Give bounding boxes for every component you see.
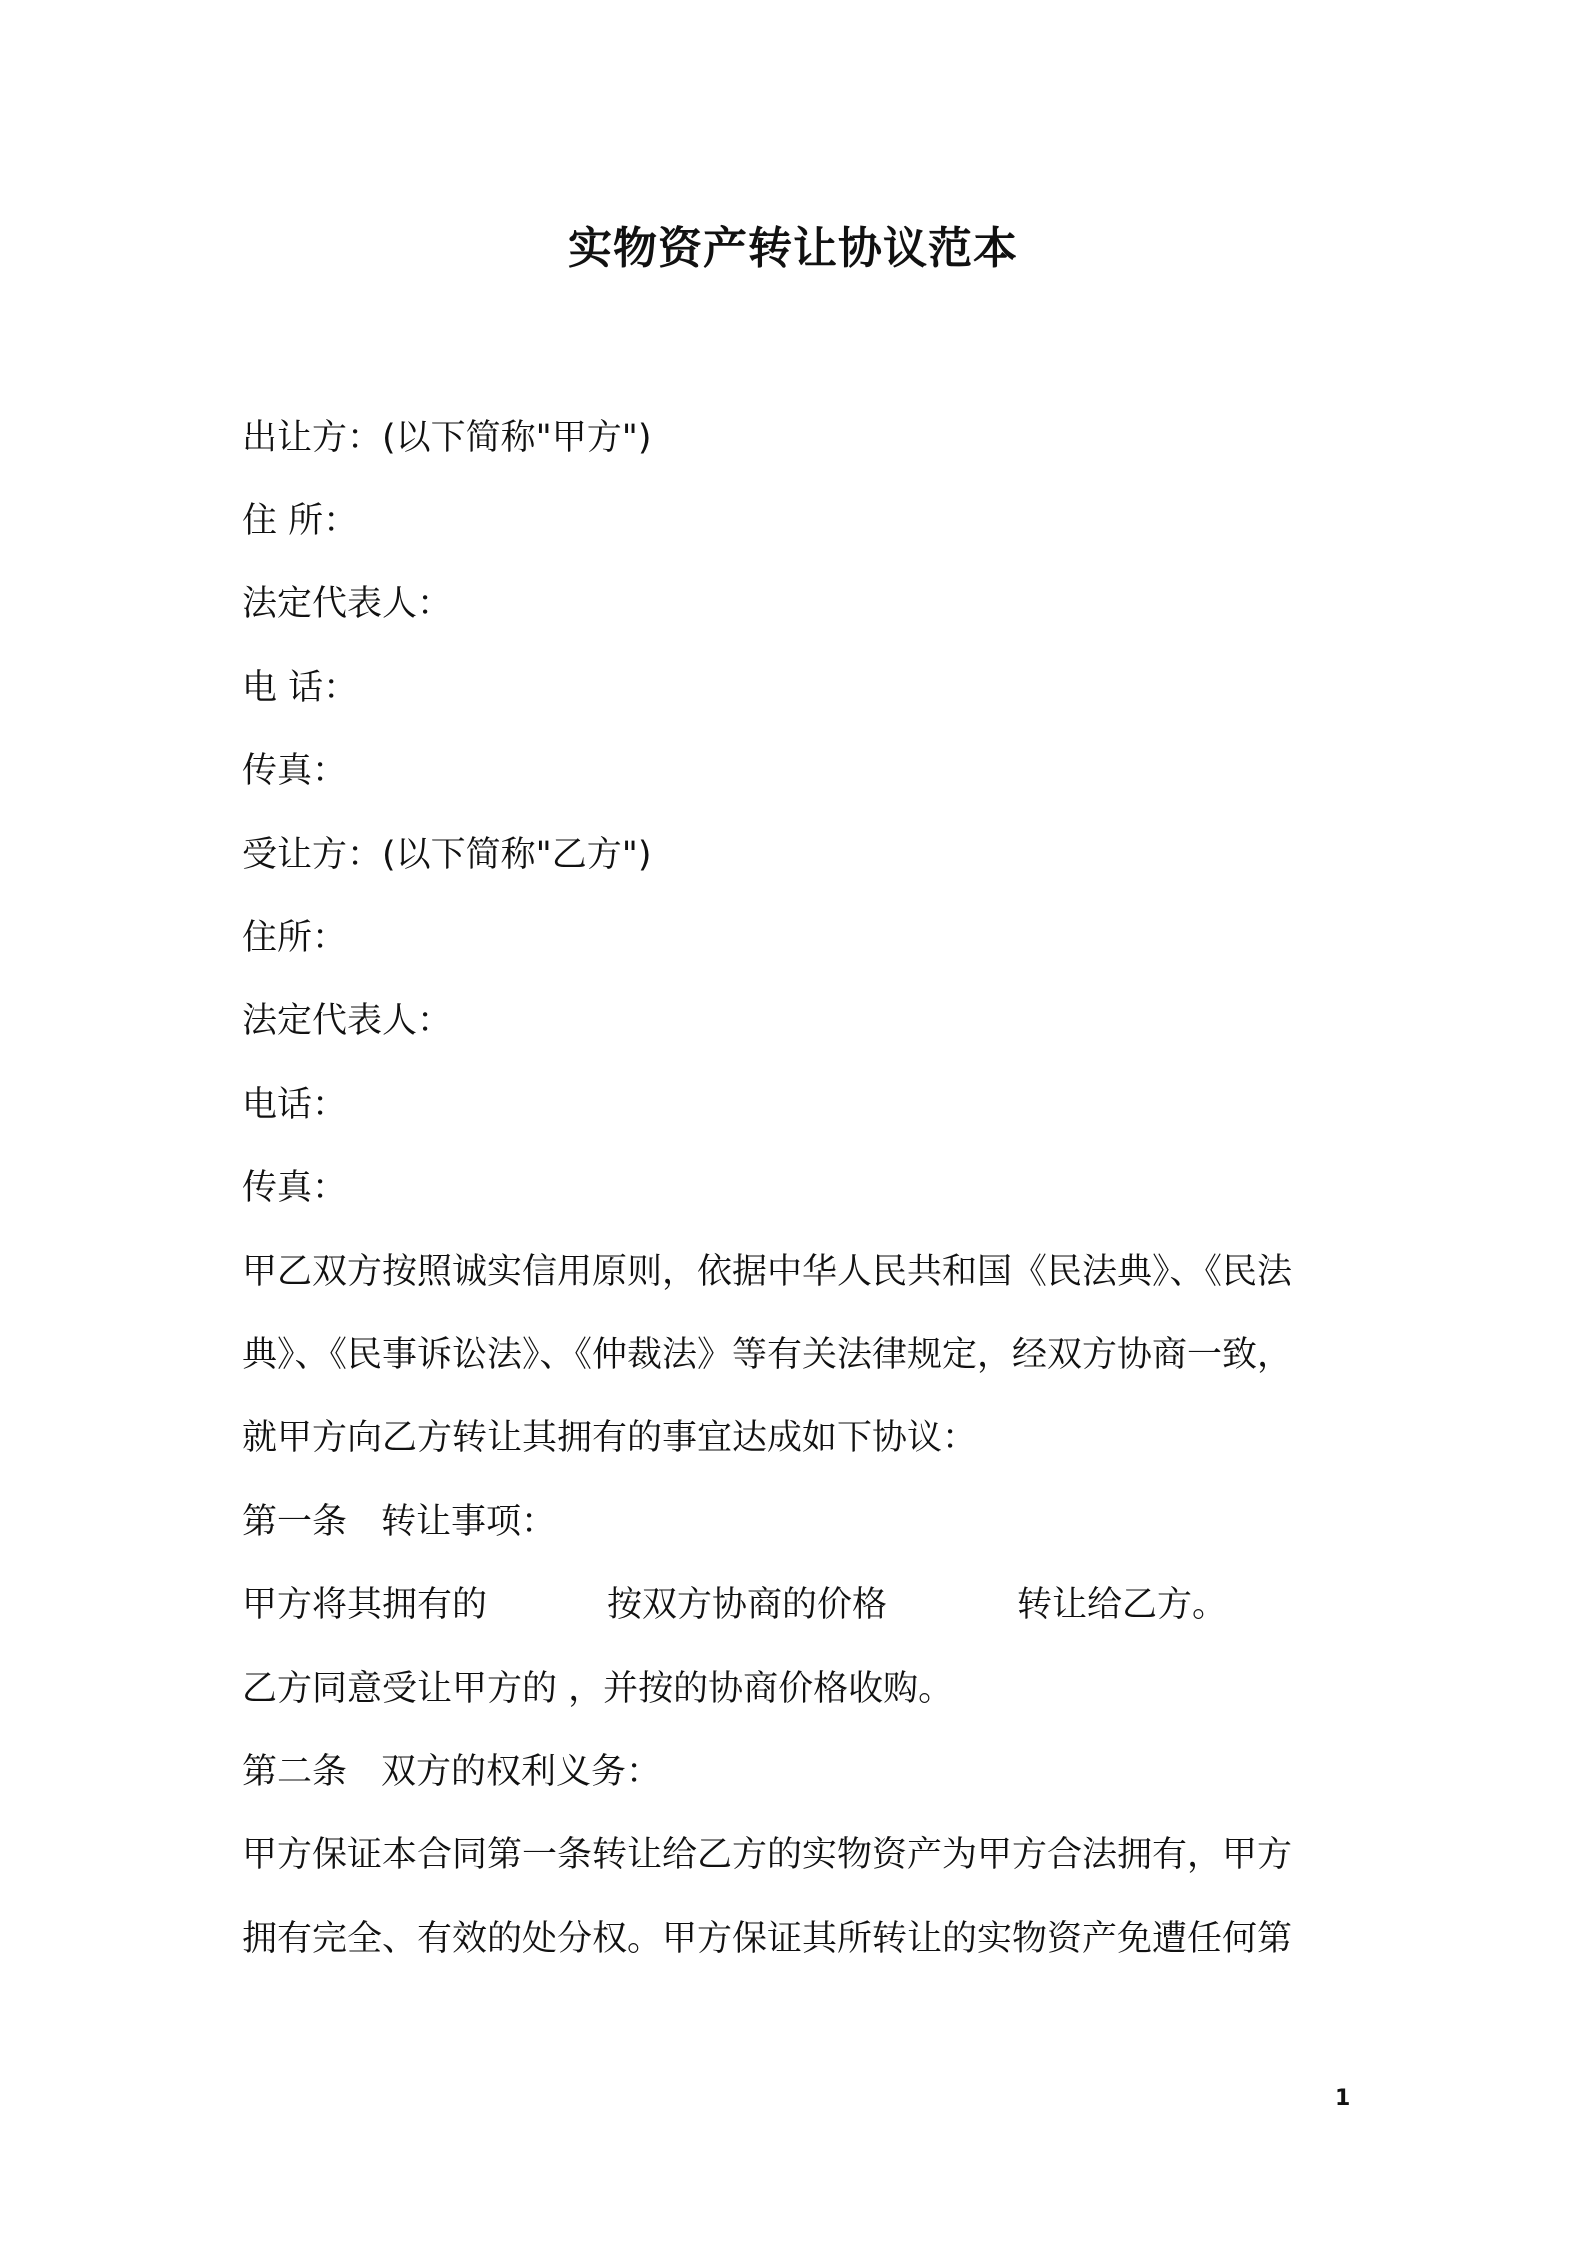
article-2-title: 双方的权利义务： xyxy=(381,1752,662,1792)
article-2-number: 第二条 xyxy=(242,1752,348,1792)
transferee-phone-line: 电话： xyxy=(242,1085,348,1125)
transferee-fax-line: 传真： xyxy=(242,1168,348,1208)
document-title: 实物资产转让协议范本 xyxy=(568,223,1018,274)
transferee-representative-line: 法定代表人： xyxy=(242,1001,453,1041)
article-1-line-2: 乙方同意受让甲方的 ，并按的协商价格收购。 xyxy=(242,1669,954,1709)
preamble-line-1: 甲乙双方按照诚实信用原则，依据中华人民共和国《民法典》、《民法 xyxy=(242,1252,1293,1292)
article-1-number: 第一条 xyxy=(242,1502,348,1542)
article-2-line-1: 甲方保证本合同第一条转让给乙方的实物资产为甲方合法拥有，甲方 xyxy=(242,1835,1293,1875)
article-1-line-1-part-1: 甲方将其拥有的 xyxy=(242,1585,488,1625)
page-number: 1 xyxy=(1335,2086,1351,2111)
transferee-address-line: 住所： xyxy=(242,918,348,958)
article-2-line-2: 拥有完全、有效的处分权。甲方保证其所转让的实物资产免遭任何第 xyxy=(242,1919,1293,1959)
preamble-line-2: 典》、《民事诉讼法》、《仲裁法》等有关法律规定，经双方协商一致， xyxy=(242,1335,1293,1375)
article-1-line-1-part-2: 按双方协商的价格 xyxy=(607,1585,888,1625)
preamble-line-3: 就甲方向乙方转让其拥有的事宜达成如下协议： xyxy=(242,1418,978,1458)
transferor-representative-line: 法定代表人： xyxy=(242,584,453,624)
article-1-line-1 xyxy=(242,1581,1352,1629)
transferor-line: 出让方：(以下简称"甲方") xyxy=(242,418,652,458)
article-1-heading xyxy=(242,1498,1352,1546)
article-1-line-1-part-3: 转让给乙方。 xyxy=(1017,1585,1228,1625)
article-2-heading xyxy=(242,1748,1352,1796)
transferor-address-line: 住 所： xyxy=(242,501,359,541)
transferor-fax-line: 传真： xyxy=(242,751,348,791)
transferee-line: 受让方：(以下简称"乙方") xyxy=(242,835,652,875)
article-1-title: 转让事项： xyxy=(381,1502,557,1542)
transferor-phone-line: 电 话： xyxy=(242,668,359,708)
